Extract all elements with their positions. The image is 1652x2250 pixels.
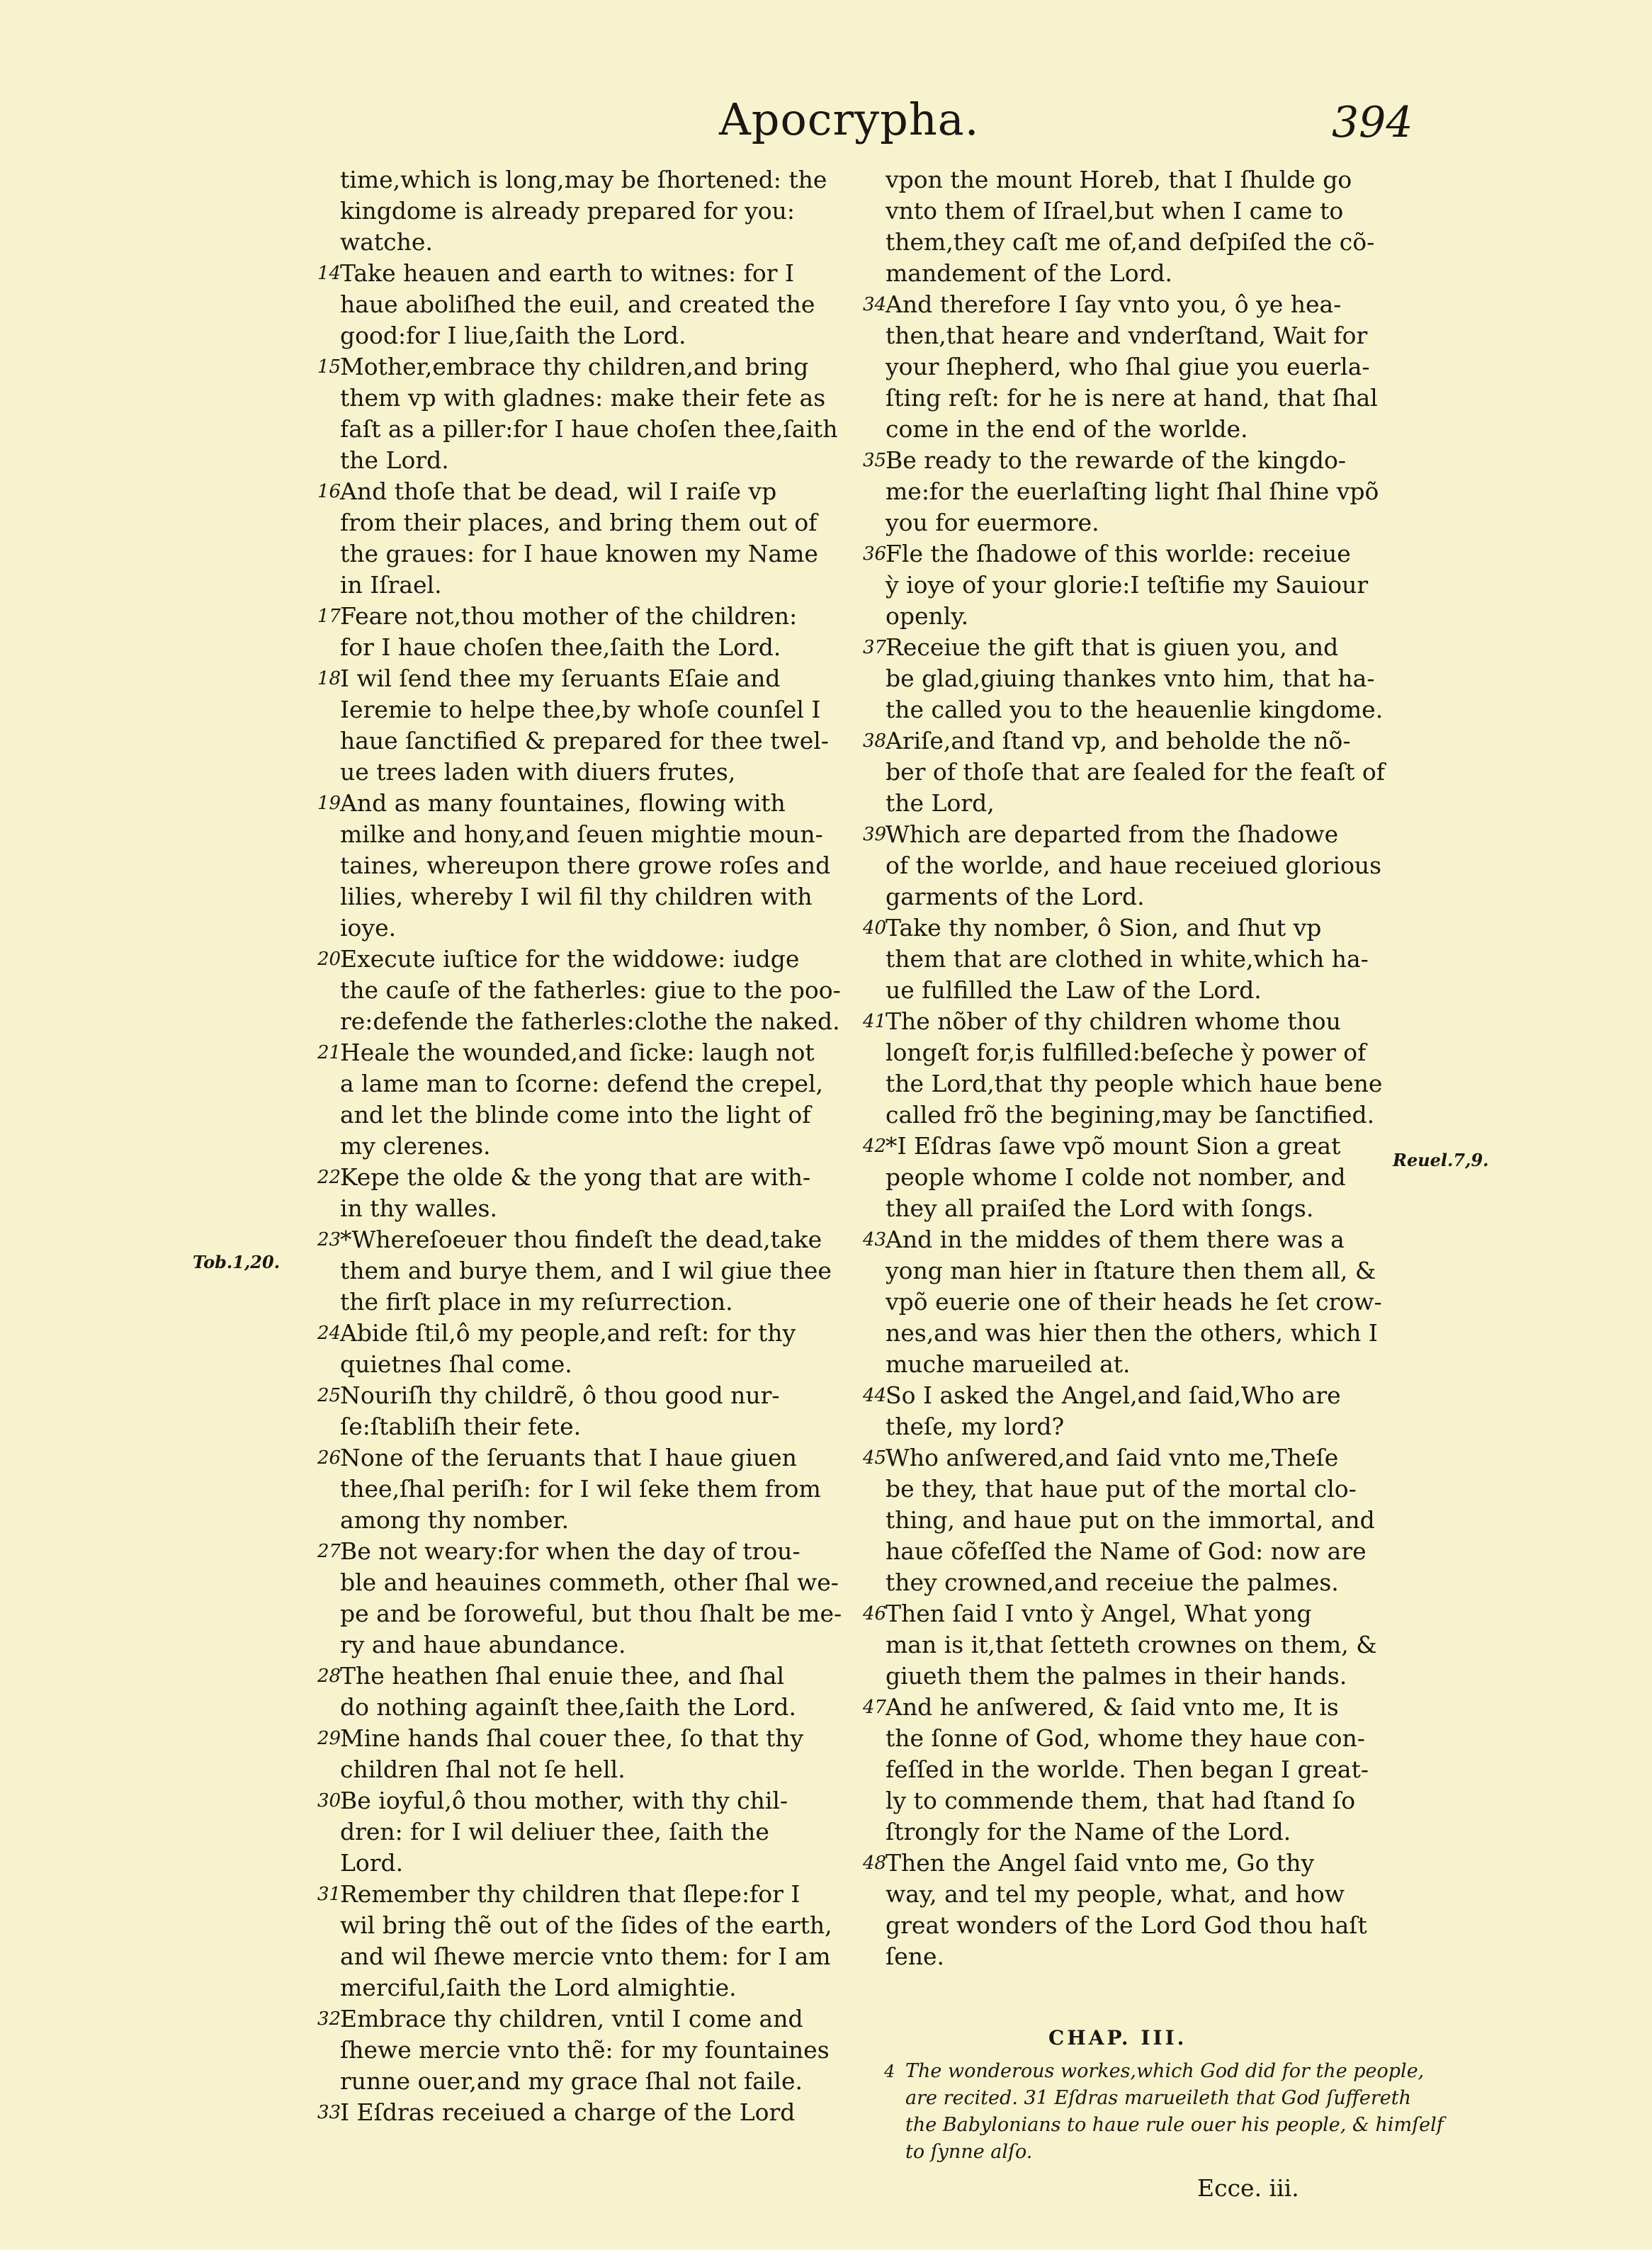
verse-line: I wil ſend thee my ſeruants Eſaie and <box>340 665 781 692</box>
verse-line: The heathen ſhal enuie thee, and ſhal <box>340 1662 785 1690</box>
verse-line: quietnes ſhal come. <box>340 1350 572 1378</box>
verse-number: 27 <box>317 1541 341 1562</box>
verse-line: yong man hier in ſtature then them all, & <box>886 1257 1376 1284</box>
catchword: Ecce. iii. <box>1197 2174 1299 2202</box>
verse <box>863 1848 1426 1972</box>
verse-line: ber of thoſe that are ſealed for the feaſt of <box>886 758 1385 786</box>
verse-number: 23 <box>317 1229 341 1250</box>
verse-line: Ariſe,and ſtand vp, and beholde the nõ- <box>886 727 1351 754</box>
verse-line: your ſhepherd, who ſhal giue you euerla- <box>886 353 1370 380</box>
verse-line: longeſt for,is fulfilled:beſeche ỳ power of <box>886 1039 1367 1066</box>
verse-line: faſt as a piller:for I haue choſen thee,ſaith <box>340 415 838 443</box>
verse-line: Fle the ſhadowe of this worlde: receiue <box>886 540 1351 567</box>
verse <box>317 601 864 663</box>
verse <box>317 476 864 601</box>
verse-line: ue fulfilled the Law of the Lord. <box>886 976 1262 1004</box>
verse-line: pe and be ſoroweful, but thou ſhalt be me- <box>340 1600 842 1627</box>
verse-line: ſtrongly for the Name of the Lord. <box>886 1818 1291 1845</box>
verse-line: Abide ſtil,ô my people,and reſt: for thy <box>340 1319 796 1347</box>
verse-number: 39 <box>863 824 887 845</box>
verse <box>863 1692 1426 1848</box>
verse-line: taines, whereupon there growe roſes and <box>340 852 831 879</box>
verse-line: None of the ſeruants that I haue giuen <box>340 1444 797 1471</box>
verse-line: Then ſaid I vnto ỳ Angel, What yong <box>886 1600 1312 1627</box>
verse-number: 33 <box>317 2102 341 2123</box>
verse-line: And as many fountaines, flowing with <box>340 789 786 817</box>
verse-number: 21 <box>317 1042 341 1063</box>
verse <box>863 1224 1426 1380</box>
verse-line: Ieremie to helpe thee,by whoſe counſel I <box>340 696 821 723</box>
verse <box>317 1442 864 1536</box>
verse-line: and let the blinde come into the light of <box>340 1101 811 1129</box>
verse-number: 30 <box>317 1790 341 1811</box>
verse-line: the graues: for I haue knowen my Name <box>340 540 818 567</box>
verse <box>317 1661 864 1723</box>
verse-line: among thy nomber. <box>340 1506 570 1534</box>
verse <box>317 1380 864 1442</box>
verse-line: Take thy nomber, ô Sion, and ſhut vp <box>886 914 1322 942</box>
verse-number: 22 <box>317 1167 341 1188</box>
verse-line: runne ouer,and my grace ſhal not faile. <box>340 2067 803 2095</box>
summary-line: are recited. 31 Eſdras marueileth that God ſuffereth <box>905 2087 1411 2109</box>
verse <box>317 258 864 351</box>
verse-line: Who anſwered,and ſaid vnto me,Theſe <box>886 1444 1339 1471</box>
verse-line: *Whereſoeuer thou findeſt the dead,take <box>340 1226 822 1253</box>
left-column <box>317 164 864 2128</box>
verse-line: And therefore I ſay vnto you, ô ye hea- <box>886 290 1342 318</box>
verse-line: them that are clothed in white,which ha- <box>886 945 1369 973</box>
verse-line: Mine hands ſhal couer thee, ſo that thy <box>340 1724 804 1752</box>
verse-line: *I Eſdras ſawe vpõ mount Sion a great <box>886 1132 1341 1160</box>
right-continuation <box>863 164 1426 289</box>
verse-line: Which are departed from the ſhadowe <box>886 820 1339 848</box>
verse <box>317 788 864 944</box>
verse-number: 35 <box>863 450 887 471</box>
verse-number: 15 <box>317 356 341 378</box>
verse-line: The nõber of thy children whome thou <box>886 1007 1341 1035</box>
verse <box>317 351 864 476</box>
verse-number: 34 <box>863 294 887 315</box>
chapter-summary <box>884 2058 1458 2166</box>
verse-line: Then the Angel ſaid vnto me, Go thy <box>886 1849 1315 1877</box>
verse <box>863 1006 1426 1131</box>
verse-line: Heale the wounded,and ſicke: laugh not <box>340 1039 815 1066</box>
verse-number: 20 <box>317 949 341 970</box>
verse-line: So I asked the Angel,and ſaid,Who are <box>886 1381 1341 1409</box>
verse-number: 41 <box>863 1011 887 1032</box>
page-number: 394 <box>1332 98 1413 147</box>
verse <box>863 1380 1426 1442</box>
left-verses <box>317 258 864 2128</box>
verse-line: Be not weary:for when the day of trou- <box>340 1537 800 1565</box>
verse-number: 36 <box>863 543 887 565</box>
verse-number: 24 <box>317 1323 341 1344</box>
summary-lines <box>905 2058 1458 2166</box>
continuation-line: mandement of the Lord. <box>886 259 1172 287</box>
verse <box>317 663 864 788</box>
right-verses <box>863 289 1426 1972</box>
verse-line: the Lord, <box>886 789 995 817</box>
verse-line: good:for I liue,ſaith the Lord. <box>340 322 686 349</box>
running-header-title: Apocrypha. <box>719 94 980 145</box>
verse-line: called frõ the begining,may be ſanctified. <box>886 1101 1375 1129</box>
margin-note-left: Tob.1,20. <box>193 1252 281 1272</box>
continuation-line: vpon the mount Horeb, that I ſhulde go <box>886 166 1352 193</box>
verse-line: theſe, my lord? <box>886 1413 1065 1440</box>
verse-line: of the worlde, and haue receiued glorious <box>886 852 1382 879</box>
verse-line: ry and haue abundance. <box>340 1631 626 1658</box>
verse-line: vpõ euerie one of their heads he ſet crow- <box>886 1288 1382 1316</box>
verse <box>317 944 864 1037</box>
verse-number: 32 <box>317 2008 341 2030</box>
continuation-line: time,which is long,may be ſhortened: the <box>340 166 827 193</box>
verse-line: them and burye them, and I wil giue thee <box>340 1257 832 1284</box>
verse-number: 28 <box>317 1666 341 1687</box>
continuation-line: vnto them of Iſrael,but when I came to <box>886 197 1344 225</box>
verse-line: Be ioyful,ô thou mother, with thy chil- <box>340 1787 788 1814</box>
verse-line: way, and tel my people, what, and how <box>886 1880 1345 1908</box>
verse <box>317 1536 864 1661</box>
verse-line: thee,ſhal periſh: for I wil ſeke them from <box>340 1475 821 1503</box>
verse-line: thing, and haue put on the immortal, and <box>886 1506 1375 1534</box>
chapter-title: CHAP. III. <box>1048 2026 1187 2050</box>
continuation-line: kingdome is already prepared for you: <box>340 197 796 225</box>
verse-line: the cauſe of the fatherles: giue to the poo- <box>340 976 841 1004</box>
verse-line: milke and hony,and ſeuen mightie moun- <box>340 820 823 848</box>
verse-line: And thoſe that be dead, wil I raiſe vp <box>340 477 777 505</box>
verse-line: Receiue the gift that is giuen you, and <box>886 633 1339 661</box>
verse-line: from their places, and bring them out of <box>340 509 817 536</box>
verse-line: re:defende the fatherles:clothe the naked. <box>340 1007 840 1035</box>
verse-line: Embrace thy children, vntil I come and <box>340 2005 803 2033</box>
verse-line: ioye. <box>340 914 397 942</box>
verse-line: I Eſdras receiued a charge of the Lord <box>340 2098 796 2126</box>
verse <box>317 1224 864 1318</box>
verse <box>863 1131 1426 1224</box>
continuation-line: them,they caſt me of,and deſpiſed the cõ- <box>886 228 1375 256</box>
verse <box>863 1598 1426 1692</box>
verse <box>863 725 1426 819</box>
verse <box>317 1037 864 1162</box>
verse-line: feſſed in the worlde. Then began I great- <box>886 1756 1369 1783</box>
verse-line: the ſonne of God, whome they haue con- <box>886 1724 1365 1752</box>
verse-line: great wonders of the Lord God thou haſt <box>886 1911 1367 1939</box>
verse-line: for I haue choſen thee,ſaith the Lord. <box>340 633 781 661</box>
verse-line: ſting reſt: for he is nere at hand, that ſhal <box>886 384 1378 412</box>
verse-line: ſene. <box>886 1943 945 1970</box>
verse <box>317 1723 864 1785</box>
verse-line: man is it,that ſetteth crownes on them, & <box>886 1631 1377 1658</box>
verse-line: haue aboliſhed the euil, and created the <box>340 290 815 318</box>
verse-line: they crowned,and receiue the palmes. <box>886 1568 1339 1596</box>
verse-line: wil bring thẽ out of the ſides of the earth, <box>340 1911 832 1939</box>
verse-number: 47 <box>863 1697 887 1718</box>
verse-line: people whome I colde not nomber, and <box>886 1163 1346 1191</box>
verse <box>863 819 1426 912</box>
verse-line: children ſhal not ſe hell. <box>340 1756 626 1783</box>
verse-line: ble and heauines commeth, other ſhal we- <box>340 1568 839 1596</box>
verse-line: Feare not,thou mother of the children: <box>340 602 798 630</box>
verse-line: dren: for I wil deliuer thee, ſaith the <box>340 1818 769 1845</box>
verse-number: 25 <box>317 1385 341 1406</box>
verse-number: 14 <box>317 263 341 284</box>
verse-number: 17 <box>317 606 341 627</box>
verse-line: Remember thy children that ſlepe:for I <box>340 1880 800 1908</box>
verse-line: they all praiſed the Lord with ſongs. <box>886 1194 1314 1222</box>
verse-line: a lame man to ſcorne: defend the crepel, <box>340 1070 824 1097</box>
verse-line: the called you to the heauenlie kingdome. <box>886 696 1384 723</box>
verse-line: in thy walles. <box>340 1194 497 1222</box>
verse-line: the Lord. <box>340 446 449 474</box>
verse-number: 44 <box>863 1385 887 1406</box>
verse-line: ly to commende them, that had ſtand ſo <box>886 1787 1356 1814</box>
verse <box>863 912 1426 1006</box>
verse-number: 40 <box>863 917 887 939</box>
verse <box>863 289 1426 445</box>
verse-line: garments of the Lord. <box>886 883 1145 910</box>
verse-line: do nothing againſt thee,ſaith the Lord. <box>340 1693 796 1721</box>
verse-line: giueth them the palmes in their hands. <box>886 1662 1347 1690</box>
verse-line: Lord. <box>340 1849 404 1877</box>
verse-line: ỳ ioye of your glorie:I teſtifie my Sauiour <box>886 571 1369 599</box>
verse-number: 31 <box>317 1884 341 1905</box>
verse <box>863 632 1426 725</box>
verse <box>317 1318 864 1380</box>
verse-line: lilies, whereby I wil fil thy children with <box>340 883 813 910</box>
verse-line: nes,and was hier then the others, which I <box>886 1319 1378 1347</box>
verse <box>317 2003 864 2097</box>
verse-line: my clerenes. <box>340 1132 491 1160</box>
summary-number: 4 <box>884 2062 895 2081</box>
verse-line: And he anſwered, & ſaid vnto me, It is <box>886 1693 1339 1721</box>
verse-line: Mother,embrace thy children,and bring <box>340 353 809 380</box>
verse-line: Be ready to the rewarde of the kingdo- <box>886 446 1346 474</box>
verse-number: 26 <box>317 1447 341 1469</box>
verse-line: then,that heare and vnderſtand, Wait for <box>886 322 1368 349</box>
verse <box>317 1162 864 1224</box>
verse-line: ſhewe mercie vnto thẽ: for my fountaines <box>340 2036 830 2064</box>
verse-line: ue trees laden with diuers frutes, <box>340 758 736 786</box>
continuation-line: watche. <box>340 228 433 256</box>
verse-line: in Iſrael. <box>340 571 442 599</box>
summary-line: to ſynne alſo. <box>905 2141 1033 2163</box>
verse-number: 29 <box>317 1728 341 1749</box>
verse-line: ſe:ſtabliſh their fete. <box>340 1413 582 1440</box>
verse-line: the Lord,that thy people which haue bene <box>886 1070 1383 1097</box>
verse-line: be they, that haue put of the mortal clo- <box>886 1475 1357 1503</box>
verse-number: 37 <box>863 637 887 658</box>
verse-line: Execute iuſtice for the widdowe: iudge <box>340 945 800 973</box>
verse-line: haue ſanctified & prepared for thee twel- <box>340 727 829 754</box>
verse-line: openly. <box>886 602 969 630</box>
verse-line: and wil ſhewe mercie vnto them: for I am <box>340 1943 831 1970</box>
summary-line: the Babylonians to haue rule ouer his people, & himſelf <box>905 2114 1444 2136</box>
verse-line: Take heauen and earth to witnes: for I <box>340 259 795 287</box>
verse-number: 45 <box>863 1447 887 1469</box>
verse-line: come in the end of the worlde. <box>886 415 1248 443</box>
verse-line: the firſt place in my reſurrection. <box>340 1288 733 1316</box>
verse-line: And in the middes of them there was a <box>886 1226 1345 1253</box>
verse-line: haue cõfeſſed the Name of God: now are <box>886 1537 1367 1565</box>
verse <box>863 538 1426 632</box>
verse-number: 46 <box>863 1603 887 1624</box>
margin-note-right: Reuel.7,9. <box>1393 1150 1489 1170</box>
verse-line: them vp with gladnes: make their fete as <box>340 384 826 412</box>
verse-line: merciful,ſaith the Lord almightie. <box>340 1974 737 2001</box>
verse <box>863 445 1426 538</box>
verse-number: 42 <box>863 1136 887 1157</box>
verse-line: you for euermore. <box>886 509 1099 536</box>
verse-number: 43 <box>863 1229 887 1250</box>
verse-line: muche marueiled at. <box>886 1350 1131 1378</box>
verse <box>317 1879 864 2003</box>
verse <box>317 2097 864 2128</box>
verse-number: 16 <box>317 481 341 502</box>
left-continuation <box>317 164 864 258</box>
verse-number: 38 <box>863 730 887 752</box>
right-column <box>863 164 1426 1972</box>
verse-number: 48 <box>863 1853 887 1874</box>
verse <box>317 1785 864 1879</box>
verse-line: me:for the euerlaſting light ſhal ſhine vpõ <box>886 477 1379 505</box>
verse-line: Kepe the olde & the yong that are with- <box>340 1163 811 1191</box>
verse-line: be glad,giuing thankes vnto him, that ha- <box>886 665 1375 692</box>
verse-number: 18 <box>317 668 341 689</box>
summary-line: The wonderous workes,which God did for the people, <box>905 2060 1425 2082</box>
verse <box>863 1442 1426 1598</box>
verse-line: Nouriſh thy childrẽ, ô thou good nur- <box>340 1381 780 1409</box>
verse-number: 19 <box>317 793 341 814</box>
